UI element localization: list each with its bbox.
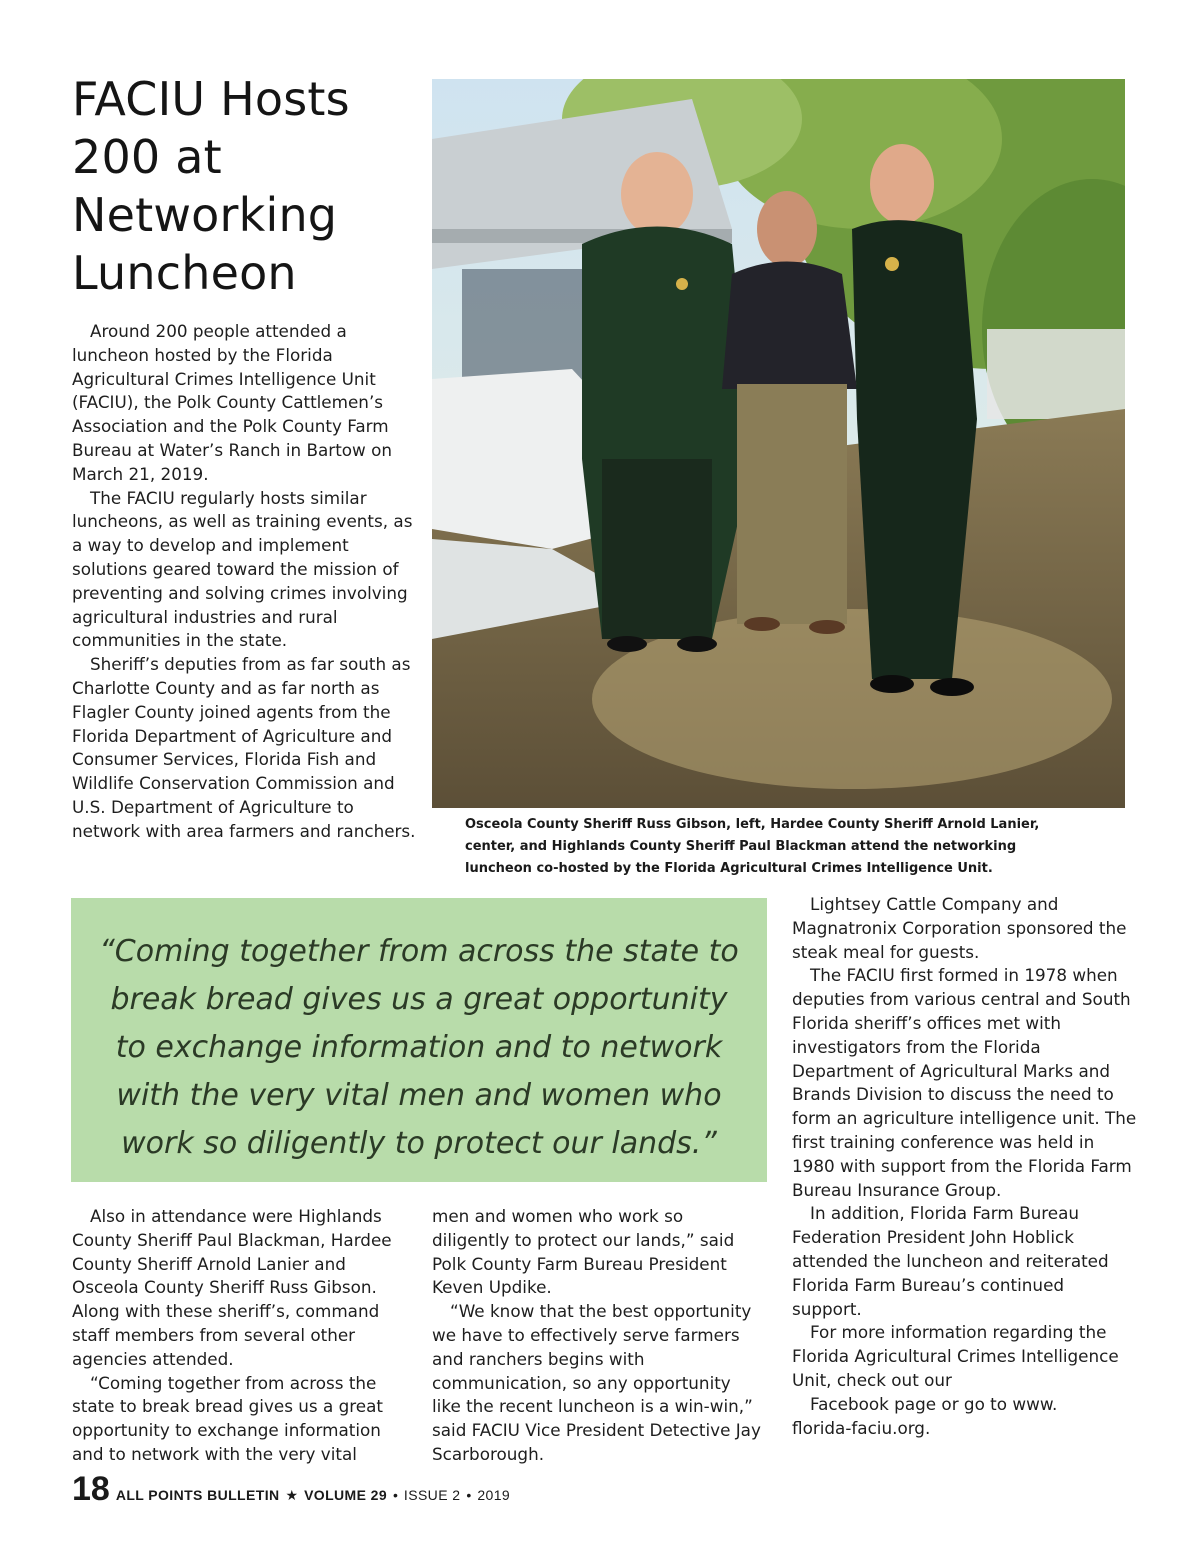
intro-paragraph: Around 200 people attended a luncheon hosted by the Florida Agricultural Crimes Intelligence Unit (FACIU), the Polk County Cattlemen’s Association and the Polk County Farm Bureau at Water’s Ranch in Bartow on March 21, 2019. <box>72 321 393 484</box>
website-text: florida-faciu.org. <box>792 1417 931 1438</box>
body-paragraph: men and women who work so diligently to protect our lands,” said Polk County Farm Bureau President Keven Updike. <box>432 1206 735 1298</box>
page-footer <box>72 1470 510 1510</box>
body-column-left <box>72 1205 417 1467</box>
body-column-right <box>792 893 1137 1440</box>
body-column-middle <box>432 1205 762 1467</box>
intro-paragraph: Sheriff’s deputies from as far south as Charlotte County and as far north as Flagler County joined agents from the Florida Department of Agriculture and Consumer Services, Florida Fish and Wildlife Conservation Commission and U.S. Department of Agriculture to network with area farmers and ranchers. <box>72 654 416 841</box>
body-paragraph: For more information regarding the Florida Agricultural Crimes Intelligence Unit, check out our <box>792 1322 1119 1390</box>
body-paragraph: Lightsey Cattle Company and Magnatronix Corporation sponsored the steak meal for guests. <box>792 894 1127 962</box>
intro-paragraph: The FACIU regularly hosts similar luncheons, as well as training events, as a way to develop and implement solutions geared toward the mission of preventing and solving crimes involving agricultural industries and rural communities in the state. <box>72 487 413 651</box>
volume-label: VOLUME 29 <box>304 1487 388 1503</box>
body-paragraph: “We know that the best opportunity we have to effectively serve farmers and ranchers begins with communication, so any opportunity like the recent luncheon is a win-win,” said FACIU Vice President Detective Jay Scarborough. <box>432 1301 761 1464</box>
issue-label: ISSUE 2 <box>403 1487 461 1503</box>
body-paragraph: In addition, Florida Farm Bureau Federation President John Hoblick attended the luncheon and reiterated Florida Farm Bureau’s continued support. <box>792 1203 1109 1319</box>
body-paragraph: The FACIU first formed in 1978 when deputies from various central and South Florida sheriff’s offices met with investigators from the Florida Department of Agricultural Marks and Brands Division to discuss the need to form an agriculture intelligence unit. The first training conference was held in 1980 with support from the Florida Farm Bureau Insurance Group. <box>792 965 1137 1200</box>
pull-quote-text: “Coming together from across the state to break bread gives us a great opportunity to exchange information and to network with the very vital men and women who work so diligently to protect our lands.” <box>99 934 739 1161</box>
year-label: 2019 <box>477 1487 511 1503</box>
page-number: 18 <box>72 1470 110 1508</box>
publication-name: ALL POINTS BULLETIN <box>115 1487 280 1503</box>
body-paragraph: Facebook page or go to www. <box>810 1393 1058 1414</box>
pull-quote-box <box>71 898 767 1182</box>
bullet-separator: • <box>466 1487 472 1503</box>
star-icon: ★ <box>285 1487 299 1503</box>
sheriffs-photo <box>432 79 1125 808</box>
intro-column <box>72 320 417 844</box>
body-paragraph: “Coming together from across the state to break bread gives us a great opportunity to exchange information and to network with the very vital <box>72 1372 383 1464</box>
body-paragraph: Also in attendance were Highlands County Sheriff Paul Blackman, Hardee County Sheriff Arnold Lanier and Osceola County Sheriff Russ Gibson. Along with these sheriff’s, command staff members from several other agencies attended. <box>72 1206 392 1369</box>
photo-caption: Osceola County Sheriff Russ Gibson, left, Hardee County Sheriff Arnold Lanier, center, and Highlands County Sheriff Paul Blackman attend the networking luncheon co-hosted by the Florida Agricultural Crimes Intelligence Unit. <box>465 817 1040 876</box>
headline: FACIU Hosts 200 at Networking Luncheon <box>72 72 350 300</box>
bullet-separator: • <box>393 1487 398 1503</box>
